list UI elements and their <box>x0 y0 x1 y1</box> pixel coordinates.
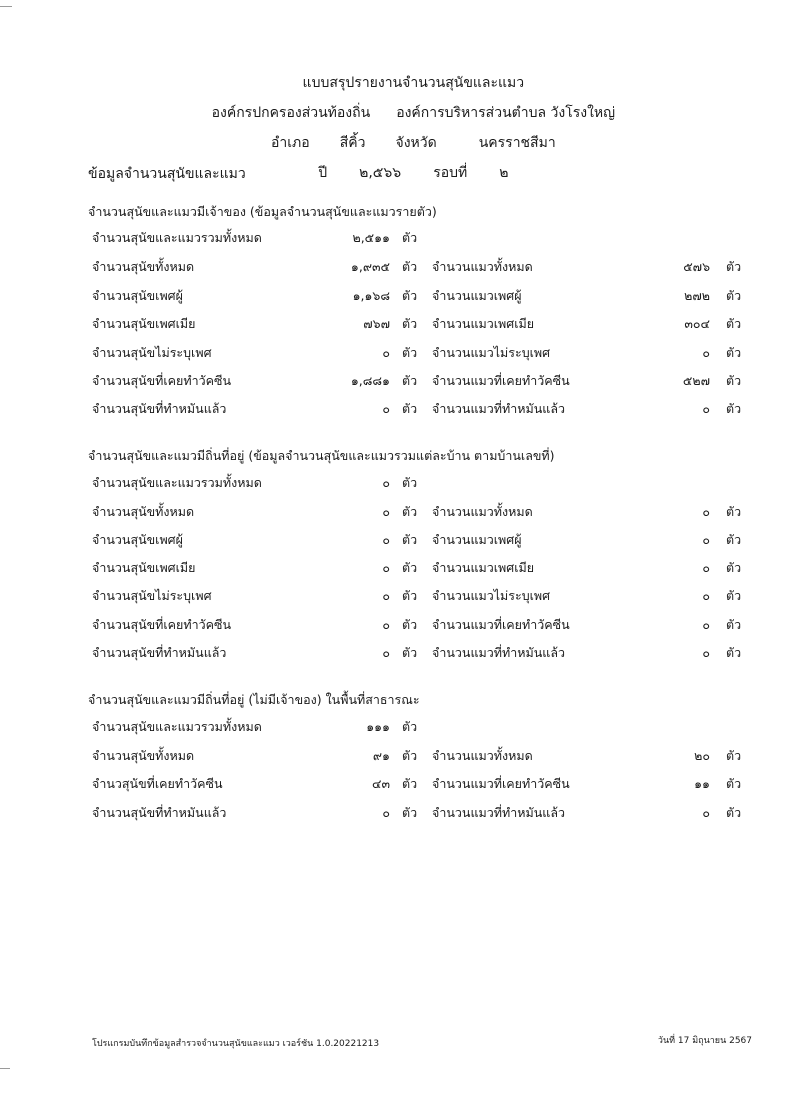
cat-label: จำนวนแมวทั้งหมด <box>432 504 533 519</box>
unit-label: ตัว <box>726 805 742 820</box>
cat-value: ๐ <box>702 504 710 519</box>
unit-label: ตัว <box>726 316 742 331</box>
group-public-total-row <box>0 717 800 739</box>
cat-label: จำนวนแมวทั้งหมด <box>432 748 533 763</box>
table-row <box>0 803 800 825</box>
footer-program: โปรแกรมบันทึกข้อมูลสำรวจจำนวนสุนัขและแมว เวอร์ชัน 1.0.20221213 <box>92 1039 380 1049</box>
round-value: ๒ <box>499 165 509 181</box>
unit-label: ตัว <box>726 401 742 416</box>
total-value: ๒,๕๑๑ <box>352 230 390 245</box>
cat-label: จำนวนแมวที่ทำหมันแล้ว <box>432 805 566 820</box>
dog-value: ๑,๘๘๑ <box>350 373 390 388</box>
unit-label: ตัว <box>402 288 418 303</box>
cat-label: จำนวนแมวเพศเมีย <box>432 316 535 331</box>
dog-value: ๐ <box>382 560 390 575</box>
dog-value: ๑,๙๓๕ <box>350 259 390 274</box>
unit-label: ตัว <box>726 748 742 763</box>
total-label: จำนวนสุนัขและแมวรวมทั้งหมด <box>92 230 262 245</box>
cat-value: ๑๑ <box>694 776 710 791</box>
dog-label: จำนวนสุนัขทั้งหมด <box>92 259 195 274</box>
cat-value: ๐ <box>702 401 710 416</box>
unit-label: ตัว <box>402 645 418 660</box>
table-row <box>0 746 800 768</box>
dog-value: ๐ <box>382 645 390 660</box>
org-value: องค์การบริหารส่วนตำบล วังโรงใหญ่ <box>396 105 616 121</box>
unit-label: ตัว <box>402 230 418 245</box>
section-title: ข้อมูลจำนวนสุนัขและแมว <box>88 166 246 182</box>
cat-value: ๐ <box>702 805 710 820</box>
total-label: จำนวนสุนัขและแมวรวมทั้งหมด <box>92 719 262 734</box>
total-value: ๑๑๑ <box>366 719 390 734</box>
unit-label: ตัว <box>726 776 742 791</box>
table-row <box>0 643 800 665</box>
cat-value: ๒๗๒ <box>684 288 710 303</box>
round-label: รอบที่ <box>433 165 468 181</box>
unit-label: ตัว <box>402 532 418 547</box>
report-title: แบบสรุปรายงานจำนวนสุนัขและแมว <box>302 75 525 91</box>
unit-label: ตัว <box>726 617 742 632</box>
cat-label: จำนวนแมวไม่ระบุเพศ <box>432 345 551 360</box>
table-row <box>0 286 800 308</box>
table-row <box>0 615 800 637</box>
cat-value: ๐ <box>702 617 710 632</box>
cat-value: ๐ <box>702 588 710 603</box>
unit-label: ตัว <box>402 719 418 734</box>
unit-label: ตัว <box>402 345 418 360</box>
table-row <box>0 558 800 580</box>
unit-label: ตัว <box>402 401 418 416</box>
unit-label: ตัว <box>726 259 742 274</box>
unit-label: ตัว <box>402 588 418 603</box>
cat-label: จำนวนแมวไม่ระบุเพศ <box>432 588 551 603</box>
cat-label: จำนวนแมวที่ทำหมันแล้ว <box>432 401 566 416</box>
unit-label: ตัว <box>402 617 418 632</box>
unit-label: ตัว <box>726 645 742 660</box>
cat-label: จำนวนแมวที่ทำหมันแล้ว <box>432 645 566 660</box>
cat-label: จำนวนแมวเพศเมีย <box>432 560 535 575</box>
cat-label: จำนวนแมวที่เคยทำวัคซีน <box>432 776 570 791</box>
dog-value: ๔๓ <box>371 776 390 791</box>
unit-label: ตัว <box>402 259 418 274</box>
unit-label: ตัว <box>726 560 742 575</box>
scan-edge-mark <box>0 1068 10 1069</box>
table-row <box>0 586 800 608</box>
table-row <box>0 774 800 796</box>
dog-label: จำนวนสุนัขที่เคยทำวัคซีน <box>92 617 232 632</box>
table-row <box>0 399 800 421</box>
table-row <box>0 257 800 279</box>
unit-label: ตัว <box>402 805 418 820</box>
province-value: นครราชสีมา <box>478 135 556 151</box>
unit-label: ตัว <box>402 475 418 490</box>
dog-value: ๐ <box>382 532 390 547</box>
org-label: องค์กรปกครองส่วนท้องถิ่น <box>211 105 371 121</box>
dog-value: ๐ <box>382 401 390 416</box>
dog-label: จำนวนสุนัขทั้งหมด <box>92 504 195 519</box>
total-value: ๐ <box>382 475 390 490</box>
dog-label: จำนวนสุนัขเพศผู้ <box>92 532 183 547</box>
dog-label: จำนวนสุนัขไม่ระบุเพศ <box>92 588 212 603</box>
dog-value: ๑,๑๖๘ <box>352 288 390 303</box>
dog-label: จำนวนสุนัขเพศผู้ <box>92 288 183 303</box>
table-row <box>0 502 800 524</box>
unit-label: ตัว <box>402 560 418 575</box>
group-owned-title: จำนวนสุนัขและแมวมีเจ้าของ (ข้อมูลจำนวนสุนัขและแมวรายตัว) <box>88 204 437 219</box>
cat-label: จำนวนแมวทั้งหมด <box>432 259 533 274</box>
province-label: จังหวัด <box>395 135 437 151</box>
unit-label: ตัว <box>726 532 742 547</box>
group-public-title: จำนวนสุนัขและแมวมีถิ่นที่อยู่ (ไม่มีเจ้าของ) ในพื้นที่สาธารณะ <box>88 692 420 707</box>
dog-label: จำนวนสุนัขทั้งหมด <box>92 748 195 763</box>
unit-label: ตัว <box>726 373 742 388</box>
dog-label: จำนวสุนัขที่เคยทำวัคซีน <box>92 776 223 791</box>
group-owned-total-row <box>0 228 800 250</box>
table-row <box>0 314 800 336</box>
footer-date: วันที่ 17 มิถุนายน 2567 <box>657 1036 752 1046</box>
unit-label: ตัว <box>726 345 742 360</box>
cat-value: ๓๐๔ <box>684 316 710 331</box>
unit-label: ตัว <box>402 504 418 519</box>
table-row <box>0 530 800 552</box>
cat-value: ๕๒๗ <box>682 373 710 388</box>
unit-label: ตัว <box>726 504 742 519</box>
unit-label: ตัว <box>726 288 742 303</box>
cat-value: ๐ <box>702 532 710 547</box>
table-row <box>0 343 800 365</box>
cat-value: ๐ <box>702 345 710 360</box>
dog-label: จำนวนสุนัขไม่ระบุเพศ <box>92 345 212 360</box>
dog-value: ๐ <box>382 588 390 603</box>
total-label: จำนวนสุนัขและแมวรวมทั้งหมด <box>92 475 262 490</box>
amphoe-label: อำเภอ <box>271 135 310 151</box>
cat-label: จำนวนแมวที่เคยทำวัคซีน <box>432 373 570 388</box>
unit-label: ตัว <box>726 588 742 603</box>
cat-value: ๐ <box>702 560 710 575</box>
year-value: ๒,๕๖๖ <box>359 165 402 181</box>
dog-label: จำนวนสุนัขที่ทำหมันแล้ว <box>92 401 227 416</box>
cat-label: จำนวนแมวที่เคยทำวัคซีน <box>432 617 570 632</box>
cat-value: ๐ <box>702 645 710 660</box>
cat-value: ๕๗๖ <box>683 259 710 274</box>
year-label: ปี <box>318 165 328 181</box>
amphoe-value: สีคิ้ว <box>339 135 366 151</box>
cat-label: จำนวนแมวเพศผู้ <box>432 288 522 303</box>
dog-value: ๙๑ <box>372 748 390 763</box>
unit-label: ตัว <box>402 776 418 791</box>
cat-value: ๒๐ <box>694 748 710 763</box>
dog-label: จำนวนสุนัขที่เคยทำวัคซีน <box>92 373 232 388</box>
unit-label: ตัว <box>402 748 418 763</box>
dog-label: จำนวนสุนัขเพศเมีย <box>92 560 196 575</box>
dog-label: จำนวนสุนัขเพศเมีย <box>92 316 196 331</box>
scan-edge-mark <box>0 6 12 7</box>
dog-label: จำนวนสุนัขที่ทำหมันแล้ว <box>92 645 227 660</box>
unit-label: ตัว <box>402 373 418 388</box>
dog-value: ๗๖๗ <box>363 316 390 331</box>
table-row <box>0 371 800 393</box>
dog-value: ๐ <box>382 345 390 360</box>
cat-label: จำนวนแมวเพศผู้ <box>432 532 522 547</box>
dog-value: ๐ <box>382 504 390 519</box>
dog-label: จำนวนสุนัขที่ทำหมันแล้ว <box>92 805 227 820</box>
unit-label: ตัว <box>402 316 418 331</box>
dog-value: ๐ <box>382 617 390 632</box>
group-resident-title: จำนวนสุนัขและแมวมีถิ่นที่อยู่ (ข้อมูลจำนวนสุนัขและแมวรวมแต่ละบ้าน ตามบ้านเลขที่) <box>88 448 555 463</box>
group-resident-total-row <box>0 473 800 495</box>
dog-value: ๐ <box>382 805 390 820</box>
